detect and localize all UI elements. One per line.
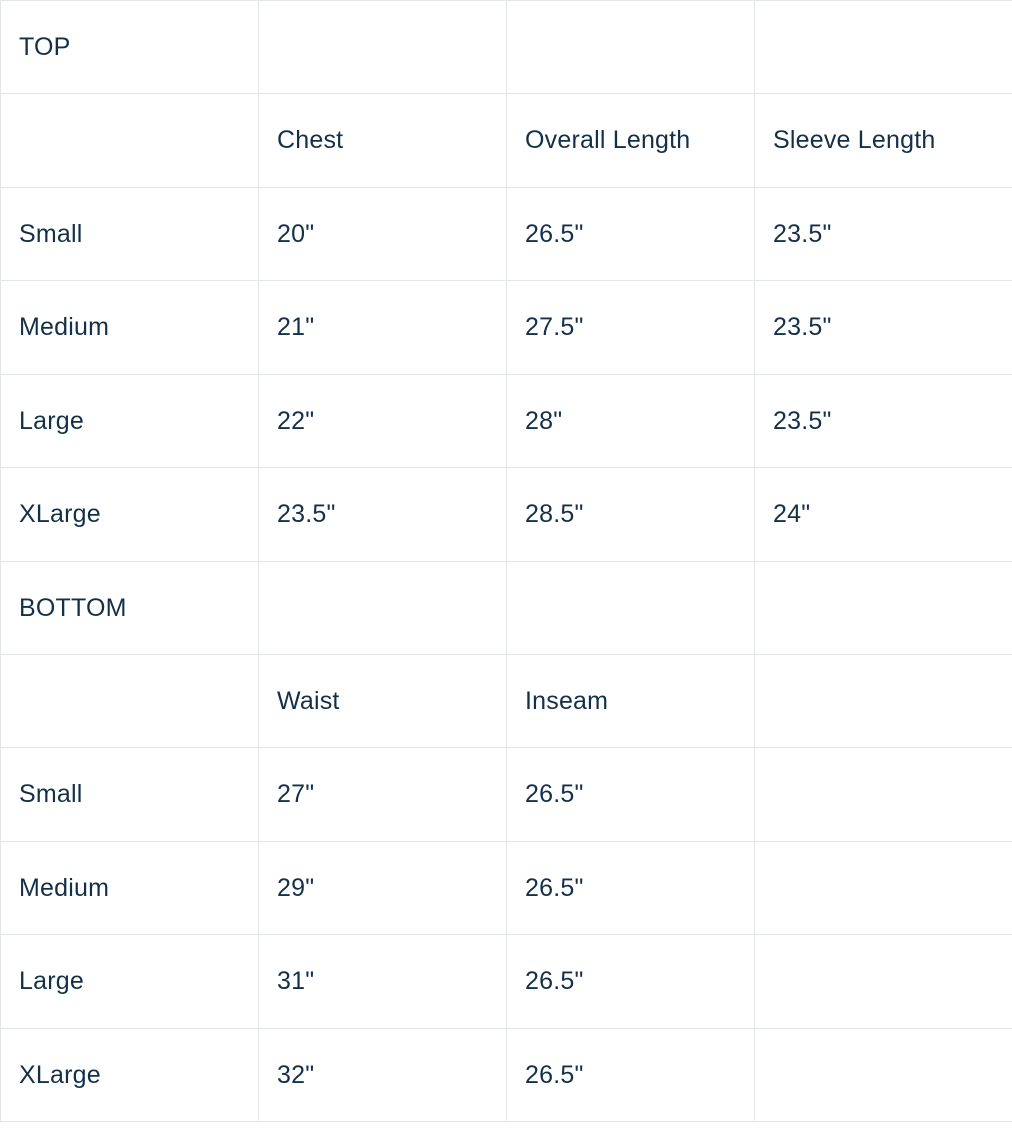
cell-waist: 29" xyxy=(259,841,507,935)
cell-sleeve-length: 23.5" xyxy=(755,281,1012,375)
cell-inseam: 26.5" xyxy=(507,841,755,935)
row-label-small: Small xyxy=(1,187,259,281)
column-header-blank xyxy=(1,654,259,748)
empty-cell xyxy=(755,841,1012,935)
cell-sleeve-length: 23.5" xyxy=(755,187,1012,281)
cell-overall-length: 28.5" xyxy=(507,468,755,562)
column-header-chest: Chest xyxy=(259,94,507,188)
section-title-top: TOP xyxy=(1,1,259,94)
column-header-overall-length: Overall Length xyxy=(507,94,755,188)
table-row xyxy=(1,468,1012,562)
row-label-medium: Medium xyxy=(1,281,259,375)
row-label-large: Large xyxy=(1,935,259,1029)
column-header-waist: Waist xyxy=(259,654,507,748)
empty-cell xyxy=(507,561,755,654)
cell-waist: 27" xyxy=(259,748,507,842)
row-label-small: Small xyxy=(1,748,259,842)
cell-waist: 31" xyxy=(259,935,507,1029)
empty-cell xyxy=(259,1,507,94)
cell-overall-length: 28" xyxy=(507,374,755,468)
column-header-row xyxy=(1,654,1012,748)
row-label-xlarge: XLarge xyxy=(1,468,259,562)
section-header-row xyxy=(1,561,1012,654)
empty-cell xyxy=(755,748,1012,842)
table-row xyxy=(1,935,1012,1029)
empty-cell xyxy=(755,1028,1012,1122)
table-row xyxy=(1,187,1012,281)
section-title-bottom: BOTTOM xyxy=(1,561,259,654)
table-row xyxy=(1,281,1012,375)
cell-inseam: 26.5" xyxy=(507,1028,755,1122)
table-row xyxy=(1,841,1012,935)
empty-cell xyxy=(507,1,755,94)
cell-inseam: 26.5" xyxy=(507,748,755,842)
table-row xyxy=(1,748,1012,842)
column-header-blank xyxy=(1,94,259,188)
row-label-large: Large xyxy=(1,374,259,468)
table-row xyxy=(1,1028,1012,1122)
cell-sleeve-length: 24" xyxy=(755,468,1012,562)
column-header-row xyxy=(1,94,1012,188)
column-header-inseam: Inseam xyxy=(507,654,755,748)
empty-cell xyxy=(259,561,507,654)
column-header-blank-2 xyxy=(755,654,1012,748)
row-label-medium: Medium xyxy=(1,841,259,935)
cell-chest: 21" xyxy=(259,281,507,375)
empty-cell xyxy=(755,935,1012,1029)
cell-overall-length: 27.5" xyxy=(507,281,755,375)
cell-waist: 32" xyxy=(259,1028,507,1122)
cell-overall-length: 26.5" xyxy=(507,187,755,281)
row-label-xlarge: XLarge xyxy=(1,1028,259,1122)
column-header-sleeve-length: Sleeve Length xyxy=(755,94,1012,188)
empty-cell xyxy=(755,1,1012,94)
cell-inseam: 26.5" xyxy=(507,935,755,1029)
cell-chest: 20" xyxy=(259,187,507,281)
cell-sleeve-length: 23.5" xyxy=(755,374,1012,468)
section-header-row xyxy=(1,1,1012,94)
table-row xyxy=(1,374,1012,468)
cell-chest: 23.5" xyxy=(259,468,507,562)
empty-cell xyxy=(755,561,1012,654)
cell-chest: 22" xyxy=(259,374,507,468)
